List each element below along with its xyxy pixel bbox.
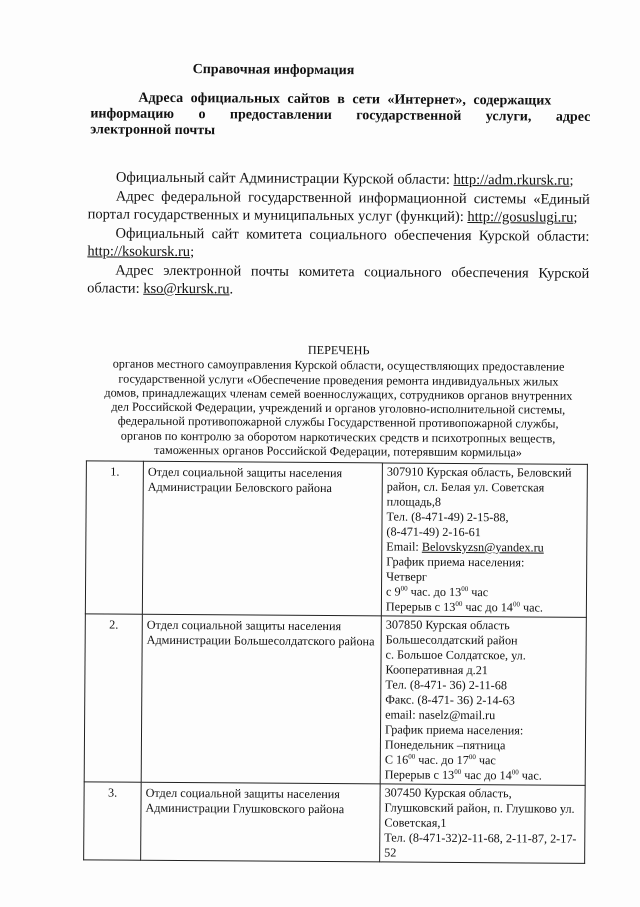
- punct: ;: [190, 244, 195, 261]
- page-title: Справочная информация: [192, 62, 355, 79]
- schedule-hours: с $9^{00}$ час. до $13^{00}$ час: [385, 584, 489, 600]
- address-line: Кооперативная д.21: [385, 662, 488, 678]
- row-number: 1.: [85, 461, 143, 614]
- department-name: Отдел социальной защиты населения Администрации Беловского района: [142, 461, 382, 616]
- websites-heading: [90, 90, 590, 141]
- address-line: с. Большое Солдатское, ул.: [385, 647, 526, 663]
- schedule-label: График приема населения:: [386, 554, 525, 570]
- schedule-break: Перерыв с $13^{00}$ час до $14^{00}$ час.: [385, 599, 544, 615]
- websites-heading-line2: информацию о предоставлении государственной услуги, адрес: [90, 106, 591, 125]
- phone: Тел. (8-471-32)2-11-68, 2-11-87, 2-17-52: [384, 830, 577, 860]
- table-row: [84, 782, 586, 863]
- email-paragraph: [87, 261, 589, 302]
- table-row: [85, 461, 587, 617]
- schedule-break: Перерыв с $13^{00}$ час до $14^{00}$ час.: [384, 767, 542, 783]
- perechen-line: домов, принадлежащих членам семей военнослужащих, сотрудников органов внутренних: [104, 385, 573, 403]
- adm-site-link[interactable]: http://adm.rkursk.ru: [453, 171, 570, 189]
- phone: (8-471-49) 2-16-61: [386, 524, 481, 540]
- perechen-line: дел Российской Федерации, учреждений и органов уголовно-исполнительной системы,: [111, 399, 566, 417]
- email-label: Адрес электронной почты комитета социального обеспечения Курской области:: [87, 262, 590, 297]
- perechen-line: органов по контролю за оборотом наркотических средств и психотропных веществ,: [120, 428, 556, 446]
- department-contacts: [381, 463, 587, 617]
- department-name: Отдел социальной защиты населения Администрации Большесолдатского района: [141, 614, 381, 784]
- email-link[interactable]: Belovskyzsn@yandex.ru: [421, 539, 544, 555]
- gosuslugi-link[interactable]: http://gosuslugi.ru: [467, 209, 574, 226]
- perechen-line: таможенных органов Российской Федерации, потерявшим кормильца»: [154, 442, 522, 460]
- address: 307910 Курская область, Беловский район, сл. Белая ул. Советская площадь,8: [386, 464, 572, 509]
- email-label: Email:: [386, 539, 422, 554]
- email-line: [386, 539, 582, 555]
- perechen-heading: ПЕРЕЧЕНЬ: [307, 342, 370, 358]
- fax: Факс. (8-471- 36) 2-14-63: [385, 692, 515, 708]
- adm-site-label: Официальный сайт Администрации Курской области:: [115, 169, 454, 188]
- perechen-line: органов местного самоуправления Курской области, осуществляющих предоставление: [112, 356, 565, 375]
- portal-paragraph: [88, 187, 590, 228]
- row-number: 2.: [84, 614, 142, 782]
- punct: ;: [569, 172, 574, 189]
- departments-table: [83, 460, 588, 863]
- punct: .: [229, 281, 234, 298]
- websites-list: [87, 168, 590, 301]
- kso-email-link[interactable]: kso@rkursk.ru: [143, 280, 230, 298]
- address: 307450 Курская область, Глушковский район, п. Глушково ул. Советская,1: [384, 785, 575, 830]
- perechen-line: федеральной противопожарной службы Государственной противопожарной службы,: [117, 414, 559, 432]
- websites-heading-line3: электронной почты: [90, 122, 216, 139]
- perechen-block: [90, 341, 587, 460]
- table-row: [84, 614, 586, 785]
- schedule-days: Понедельник –пятница: [384, 737, 506, 753]
- schedule-days: Четверг: [386, 569, 428, 584]
- department-contacts: [380, 616, 586, 785]
- row-number: 3.: [84, 782, 142, 860]
- address-line: Большесолдатский район: [385, 632, 518, 648]
- department-name: Отдел социальной защиты населения Администрации Глушковского района: [141, 782, 381, 862]
- kso-site-label: Официальный сайт комитета социального обеспечения Курской области:: [115, 225, 590, 245]
- department-contacts: [380, 784, 586, 863]
- phone: Тел. (8-471-49) 2-15-88,: [386, 509, 509, 525]
- phone: Тел. (8-471- 36) 2-11-68: [385, 677, 508, 693]
- websites-heading-line1: Адреса официальных сайтов в сети «Интернет», содержащих: [138, 90, 552, 109]
- portal-label: Адрес федеральной государственной информационной системы «Единый портал государственных и муниципальных услуг (функций):: [87, 188, 590, 226]
- schedule-hours: С $16^{00}$ час. до $17^{00}$ час: [384, 752, 496, 768]
- email-line: email: naselz@mail.ru: [385, 707, 496, 723]
- perechen-line: государственной услуги «Обеспечение проведения ремонта индивидуальных жилых: [118, 371, 559, 389]
- punct: ;: [573, 209, 578, 226]
- kso-site-paragraph: [87, 224, 589, 265]
- schedule-label: График приема населения:: [385, 722, 524, 738]
- address-line: 307850 Курская область: [385, 617, 510, 633]
- ksokursk-link[interactable]: http://ksokursk.ru: [87, 243, 191, 261]
